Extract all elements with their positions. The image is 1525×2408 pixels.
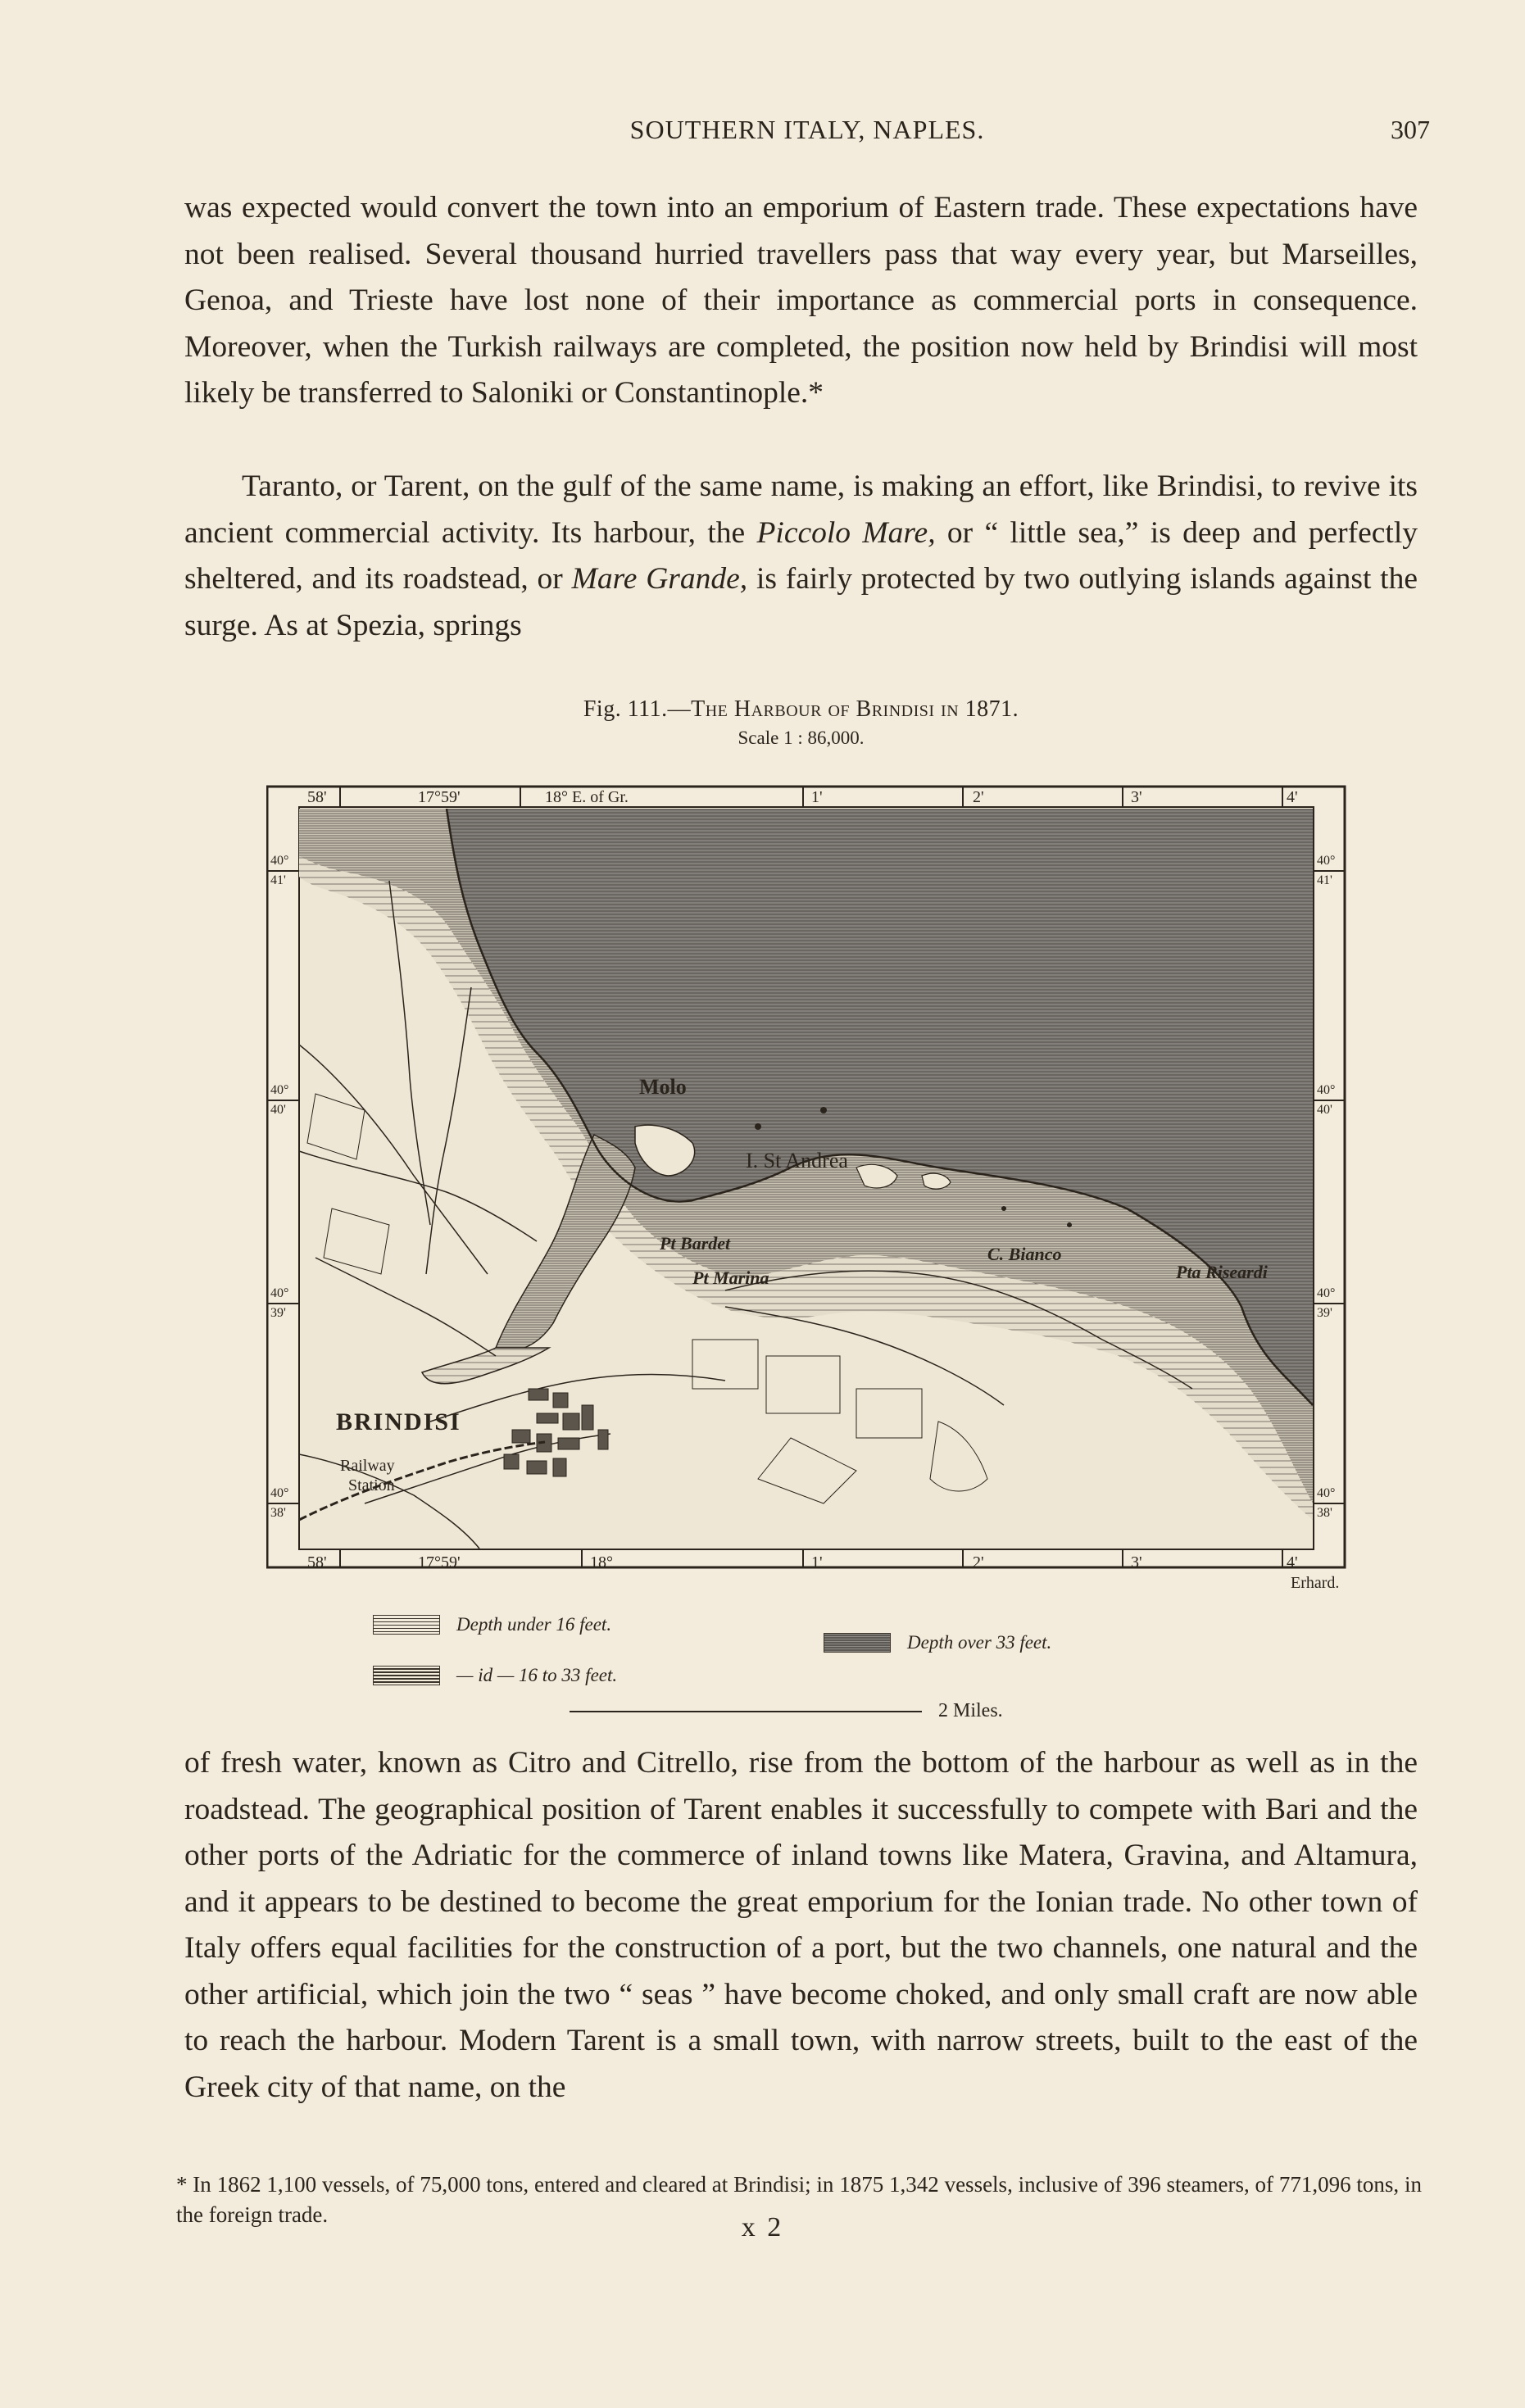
bottom-coordinate-label-3: 1' — [811, 1553, 823, 1571]
top-coordinate-label-3: 1' — [811, 788, 823, 806]
right-coordinate-label-4: 40° — [1317, 1286, 1336, 1300]
paragraph-2 — [184, 464, 1418, 649]
right-coordinate-label-7: 38' — [1317, 1506, 1332, 1520]
top-coordinate-label-4: 2' — [973, 788, 984, 806]
signature-mark: x 2 — [741, 2212, 784, 2242]
bottom-coordinate-label-1: 17°59' — [418, 1553, 461, 1571]
right-coordinate-label-3: 40' — [1317, 1103, 1332, 1117]
page-header — [184, 115, 1430, 156]
top-coordinate-label-1: 17°59' — [418, 788, 461, 806]
left-coordinate-label-5: 39' — [270, 1306, 286, 1320]
right-coordinate-labels — [1317, 854, 1335, 1520]
legend-depth-under-16 — [373, 1614, 611, 1635]
bottom-coordinate-label-5: 3' — [1131, 1553, 1142, 1571]
scale-bar — [570, 1700, 1003, 1722]
left-coordinate-labels — [270, 854, 288, 1520]
legend-label-16-to-33: — id — 16 to 33 feet. — [456, 1665, 618, 1685]
paragraph-2-text-a: Taranto, or Tarent, on the gulf of the same name, is making an effort, like Brindisi, to revive its ancient commercial activity. Its harbour, the — [184, 469, 1418, 550]
left-coordinate-label-6: 40° — [270, 1486, 289, 1500]
right-coordinate-label-5: 39' — [1317, 1306, 1332, 1320]
legend-label-under-16: Depth under 16 feet. — [456, 1614, 612, 1635]
running-head: SOUTHERN ITALY, NAPLES. — [629, 115, 985, 144]
label-porta-marina: Pt Marina — [692, 1267, 769, 1288]
mare-grande-term: Mare Grande, — [571, 562, 748, 596]
legend-depth-16-to-33 — [373, 1665, 617, 1686]
scale-bar-line — [570, 1711, 922, 1712]
legend-swatch-16-to-33 — [373, 1666, 440, 1685]
right-coordinate-label-6: 40° — [1317, 1486, 1336, 1500]
left-coordinate-label-2: 40° — [270, 1083, 289, 1097]
scale-bar-label: 2 Miles. — [938, 1700, 1003, 1721]
right-coordinate-label-2: 40° — [1317, 1083, 1336, 1097]
right-coordinate-label-0: 40° — [1317, 854, 1336, 868]
label-molo: Molo — [639, 1075, 687, 1099]
top-coordinate-label-6: 4' — [1287, 788, 1298, 806]
label-pta-riseardi: Pta Riseardi — [1176, 1262, 1268, 1282]
label-railway: Railway — [340, 1457, 395, 1475]
left-coordinate-label-7: 38' — [270, 1506, 286, 1520]
bottom-coordinate-label-0: 58' — [307, 1553, 327, 1571]
bottom-coordinate-label-2: 18° — [590, 1553, 613, 1571]
figure-scale: Scale 1 : 86,000. — [738, 728, 865, 748]
page-number: 307 — [1391, 115, 1430, 144]
paragraph-2-text-c: is fairly protected by two outlying islands against the surge. As at Spezia, springs — [184, 562, 1418, 642]
engraver-credit: Erhard. — [1291, 1574, 1340, 1592]
left-coordinate-label-1: 41' — [270, 873, 286, 887]
legend-depth-over-33 — [824, 1632, 1051, 1653]
paragraph-2-text-b: or “ little sea,” is deep and perfectly sheltered, and its roadstead, or — [184, 515, 1418, 596]
piccolo-mare-term: Piccolo Mare, — [756, 515, 936, 550]
label-c-bianco: C. Bianco — [987, 1244, 1062, 1264]
label-punta-bardet: Pt Bardet — [660, 1233, 731, 1254]
top-coordinate-label-5: 3' — [1131, 788, 1142, 806]
label-station: Station — [348, 1476, 395, 1494]
paragraph-1: was expected would convert the town into an emporium of Eastern trade. These expectations have not been realised. Several thousand hurried travellers pass that way every year, but Marseilles, Genoa, and Trieste have lost none of their importance as commercial ports in consequence. Moreover, when the Turkish railways are completed, the position now held by Brindisi will most likely be transferred to Saloniki or Constantinople.* — [184, 191, 1418, 410]
left-coordinate-label-3: 40' — [270, 1103, 286, 1117]
paragraph-3: of fresh water, known as Citro and Citrello, rise from the bottom of the harbour as well as in the roadstead. The geographical position of Tarent enables it successfully to compete with Bari and the other ports of the Adriatic for the commerce of inland towns like Matera, Gravina, and Altamura, and it appears to be destined to become the great emporium for the Ionian trade. No other town of Italy offers equal facilities for the construction of a port, but the two channels, one natural and the other artificial, which join the two “ seas ” have become choked, and only small craft are now able to reach the harbour. Modern Tarent is a small town, with narrow streets, built to the east of the Greek city of that name, on the — [184, 1746, 1418, 2104]
figure-caption — [184, 696, 1418, 723]
figure-title: The Harbour of Brindisi in 1871. — [691, 696, 1019, 722]
legend-swatch-under-16 — [373, 1615, 440, 1635]
right-coordinate-label-1: 41' — [1317, 873, 1332, 887]
harbour-map — [266, 782, 1348, 1594]
label-st-andrea: I. St Andrea — [746, 1149, 848, 1172]
label-brindisi: BRINDISI — [336, 1408, 461, 1435]
legend-swatch-over-33 — [824, 1633, 891, 1653]
top-coordinate-label-0: 58' — [307, 788, 327, 806]
figure-number: Fig. 111.— — [583, 696, 692, 722]
footnote: * In 1862 1,100 vessels, of 75,000 tons, entered and cleared at Brindisi; in 1875 1,342 vessels, inclusive of 396 steamers, of 771,096 tons, in the foreign trade. — [176, 2172, 1422, 2227]
left-coordinate-label-0: 40° — [270, 854, 289, 868]
top-coordinate-label-2: 18° E. of Gr. — [545, 788, 629, 806]
bottom-coordinate-label-6: 4' — [1287, 1553, 1298, 1571]
left-coordinate-label-4: 40° — [270, 1286, 289, 1300]
bottom-coordinate-label-4: 2' — [973, 1553, 984, 1571]
legend-label-over-33: Depth over 33 feet. — [907, 1632, 1052, 1653]
